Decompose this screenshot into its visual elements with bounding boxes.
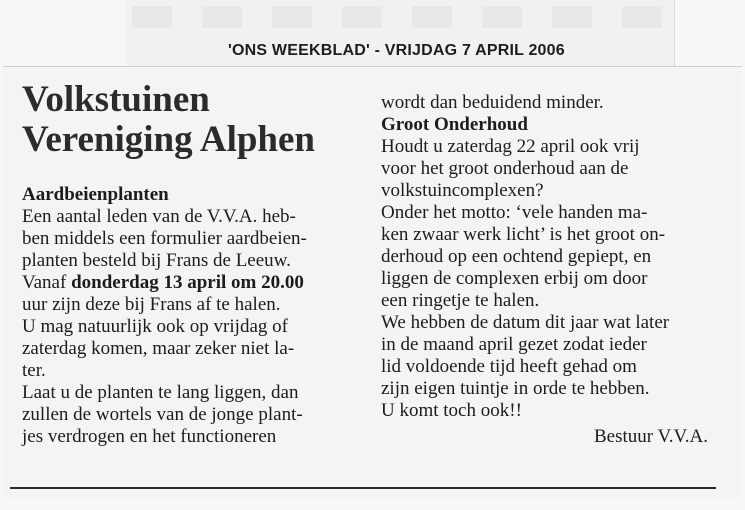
column-right bbox=[381, 92, 708, 448]
title-line-1: Volkstuinen bbox=[22, 79, 210, 120]
text-line: Laat u de planten te lang liggen, dan bbox=[22, 382, 299, 403]
text-line: derhoud op een ochtend gepiept, en bbox=[381, 246, 652, 267]
text-line: volkstuincomplexen? bbox=[381, 180, 544, 201]
bottom-rule bbox=[10, 487, 716, 489]
text-line: jes verdrogen en het functioneren bbox=[22, 426, 277, 447]
title-line-2: Vereniging Alphen bbox=[22, 119, 316, 160]
text-line: liggen de complexen erbij om door bbox=[381, 268, 648, 289]
text-line: ter. bbox=[22, 360, 46, 381]
date-bold: donderdag 13 april om 20.00 bbox=[71, 272, 304, 293]
text-line: zullen de wortels van de jonge plant- bbox=[22, 404, 303, 425]
text-line: Onder het motto: ‘vele handen ma- bbox=[381, 202, 648, 223]
text-line: ken zwaar werk licht’ is het groot on- bbox=[381, 224, 666, 245]
text-line: wordt dan beduidend minder. bbox=[381, 92, 604, 113]
text-line: in de maand april gezet zodat ieder bbox=[381, 334, 647, 355]
text-line: zijn eigen tuintje in orde te hebben. bbox=[381, 378, 650, 399]
text-line: We hebben de datum dit jaar wat later bbox=[381, 312, 670, 333]
column-left bbox=[22, 184, 307, 448]
text-line: Een aantal leden van de V.V.A. heb- bbox=[22, 206, 296, 227]
text-line: voor het groot onderhoud aan de bbox=[381, 158, 629, 179]
text-line: lid voldoende tijd heeft gehad om bbox=[381, 356, 637, 377]
text-line: planten besteld bij Frans de Leeuw. bbox=[22, 250, 291, 271]
text-line: U komt toch ook!! bbox=[381, 400, 522, 421]
text-line: uur zijn deze bij Frans af te halen. bbox=[22, 294, 281, 315]
article-title bbox=[22, 80, 315, 160]
heading-aardbeienplanten: Aardbeienplanten bbox=[22, 184, 169, 205]
text-line-vanaf bbox=[22, 272, 307, 294]
text-line: een ringetje te halen. bbox=[381, 290, 540, 311]
text-line: ben middels een formulier aardbeien- bbox=[22, 228, 307, 249]
signature: Bestuur V.V.A. bbox=[593, 426, 708, 447]
text-line: zaterdag komen, maar zeker niet la- bbox=[22, 338, 295, 359]
heading-groot-onderhoud: Groot Onderhoud bbox=[381, 114, 528, 135]
vanaf-text: Vanaf bbox=[22, 272, 72, 293]
text-line: Houdt u zaterdag 22 april ook vrij bbox=[381, 136, 640, 157]
text-line: U mag natuurlijk ook op vrijdag of bbox=[22, 316, 288, 337]
masthead: 'ONS WEEKBLAD' - VRIJDAG 7 APRIL 2006 bbox=[228, 42, 565, 59]
masthead-strip bbox=[126, 0, 675, 72]
